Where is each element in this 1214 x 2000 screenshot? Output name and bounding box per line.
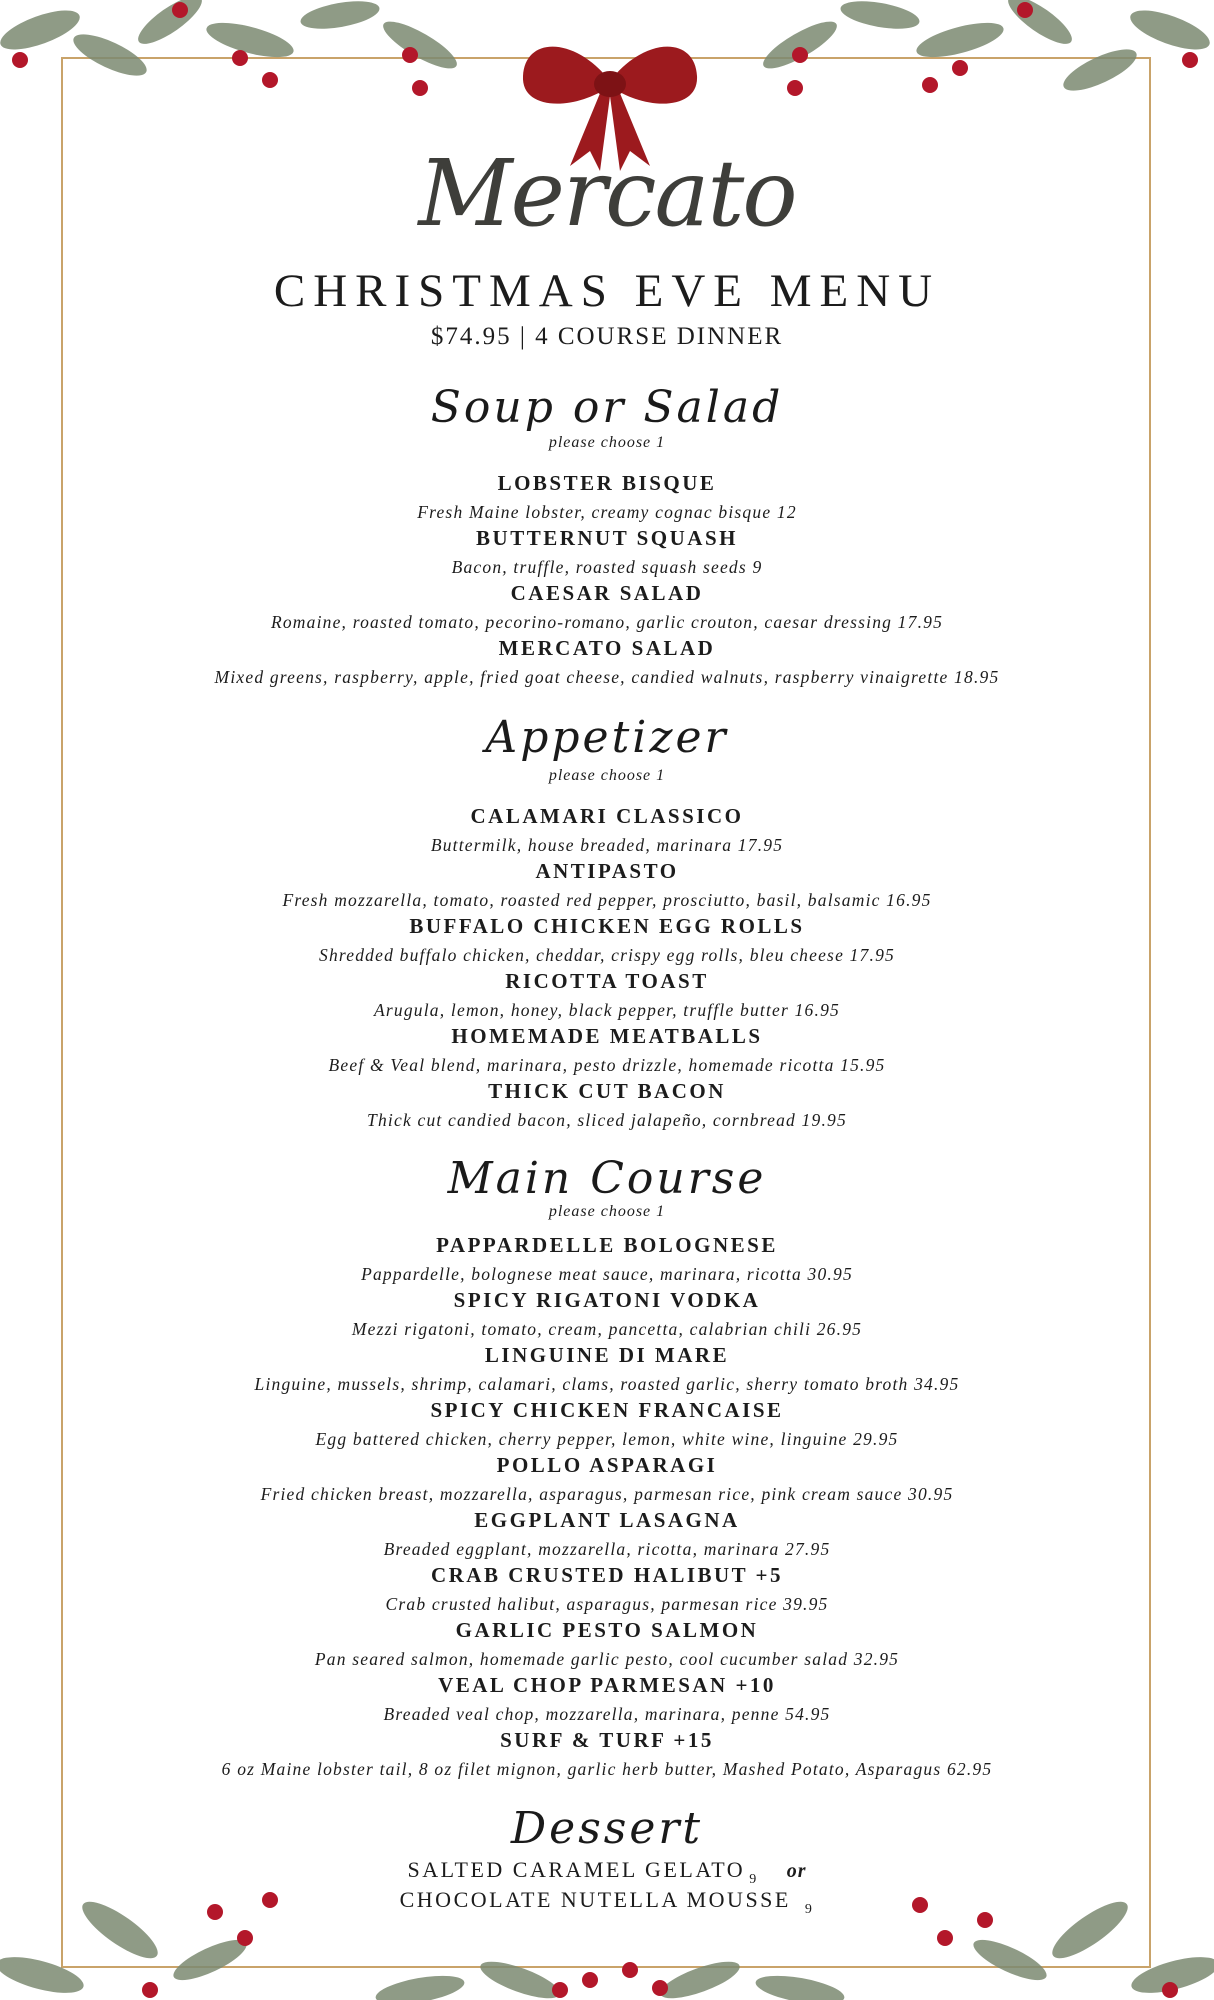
menu-item-name: SPICY RIGATONI VODKA [453,1288,761,1312]
menu-item-name: CRAB CRUSTED HALIBUT +5 [430,1563,784,1587]
menu-title: CHRISTMAS EVE MENU [273,265,941,317]
menu-item-name: HOMEMADE MEATBALLS [451,1024,763,1048]
menu-item-name: GARLIC PESTO SALMON [455,1618,759,1642]
menu-item-desc: Pappardelle, bolognese meat sauce, marinara, ricotta 30.95 [361,1264,853,1284]
menu-item-name: CAESAR SALAD [510,581,704,605]
menu-subtitle: $74.95 | 4 COURSE DINNER [430,323,784,350]
menu-item-desc: Breaded eggplant, mozzarella, ricotta, marinara 27.95 [383,1539,831,1559]
menu-item-name: POLLO ASPARAGI [496,1453,718,1477]
section-note: please choose 1 [548,1203,666,1220]
menu-item-name: PAPPARDELLE BOLOGNESE [436,1233,778,1257]
menu-item-desc: Bacon, truffle, roasted squash seeds 9 [451,557,763,577]
menu-item-name: MERCATO SALAD [498,636,716,660]
menu-item-desc: Pan seared salmon, homemade garlic pesto, cool cucumber salad 32.95 [314,1649,900,1669]
menu-item-name: SPICY CHICKEN FRANCAISE [430,1398,784,1422]
menu-item-desc: 6 oz Maine lobster tail, 8 oz filet mignon, garlic herb butter, Mashed Potato, Asparagus 62.95 [221,1759,993,1779]
menu-item-desc: Linguine, mussels, shrimp, calamari, clams, roasted garlic, sherry tomato broth 34.95 [254,1374,960,1394]
menu-item-name: BUTTERNUT SQUASH [476,526,738,550]
menu-item-desc: Fried chicken breast, mozzarella, asparagus, parmesan rice, pink cream sauce 30.95 [260,1484,954,1504]
menu-item-desc: Breaded veal chop, mozzarella, marinara, penne 54.95 [383,1704,831,1724]
section-heading-dessert: Dessert [510,1803,704,1854]
section-heading-main-course: Main Course [447,1153,767,1204]
dessert-item-price: 9 [804,1902,815,1917]
menu-item-desc: Buttermilk, house breaded, marinara 17.95 [430,835,784,855]
menu-item-name: CALAMARI CLASSICO [470,804,744,828]
section-note: please choose 1 [548,434,666,451]
holly-garland-bottom [0,1870,1214,2000]
menu-item-desc: Egg battered chicken, cherry pepper, lemon, white wine, linguine 29.95 [315,1429,899,1449]
menu-item-name: EGGPLANT LASAGNA [474,1508,740,1532]
section-note: please choose 1 [548,767,666,784]
dessert-item-name: CHOCOLATE NUTELLA MOUSSE [399,1887,791,1912]
dessert-item-name: SALTED CARAMEL GELATO [407,1857,746,1882]
section-heading-soup-salad: Soup or Salad [430,382,784,433]
section-heading-appetizer: Appetizer [485,712,729,763]
menu-item-desc: Mixed greens, raspberry, apple, fried goat cheese, candied walnuts, raspberry vinaigrette 18.95 [214,667,1000,687]
menu-item-desc: Mezzi rigatoni, tomato, cream, pancetta, calabrian chili 26.95 [351,1319,863,1339]
menu-item-name: SURF & TURF +15 [500,1728,714,1752]
menu-item-name: RICOTTA TOAST [505,969,709,993]
menu-item-desc: Crab crusted halibut, asparagus, parmesan rice 39.95 [385,1594,829,1614]
dessert-item-price: 9 [749,1872,759,1887]
menu-item-name: LINGUINE DI MARE [484,1343,730,1367]
restaurant-logo: Mercato [418,140,796,247]
menu-item-name: BUFFALO CHICKEN EGG ROLLS [409,914,805,938]
menu-item-desc: Shredded buffalo chicken, cheddar, crispy egg rolls, bleu cheese 17.95 [319,945,895,965]
menu-item-name: THICK CUT BACON [488,1079,726,1103]
menu-item-desc: Arugula, lemon, honey, black pepper, truffle butter 16.95 [374,1000,840,1020]
menu-item-desc: Fresh Maine lobster, creamy cognac bisque 12 [417,502,797,522]
menu-item-desc: Romaine, roasted tomato, pecorino-romano, garlic crouton, caesar dressing 17.95 [270,612,944,632]
menu-item-desc: Fresh mozzarella, tomato, roasted red pepper, prosciutto, basil, balsamic 16.95 [282,890,932,910]
menu-item-name: ANTIPASTO [535,859,679,883]
menu-item-desc: Beef & Veal blend, marinara, pesto drizzle, homemade ricotta 15.95 [328,1055,886,1075]
menu-item-desc: Thick cut candied bacon, sliced jalapeño, cornbread 19.95 [367,1110,847,1130]
menu-item-name: VEAL CHOP PARMESAN +10 [438,1673,776,1697]
dessert-or: or [786,1860,807,1882]
menu-item-name: LOBSTER BISQUE [497,471,717,495]
